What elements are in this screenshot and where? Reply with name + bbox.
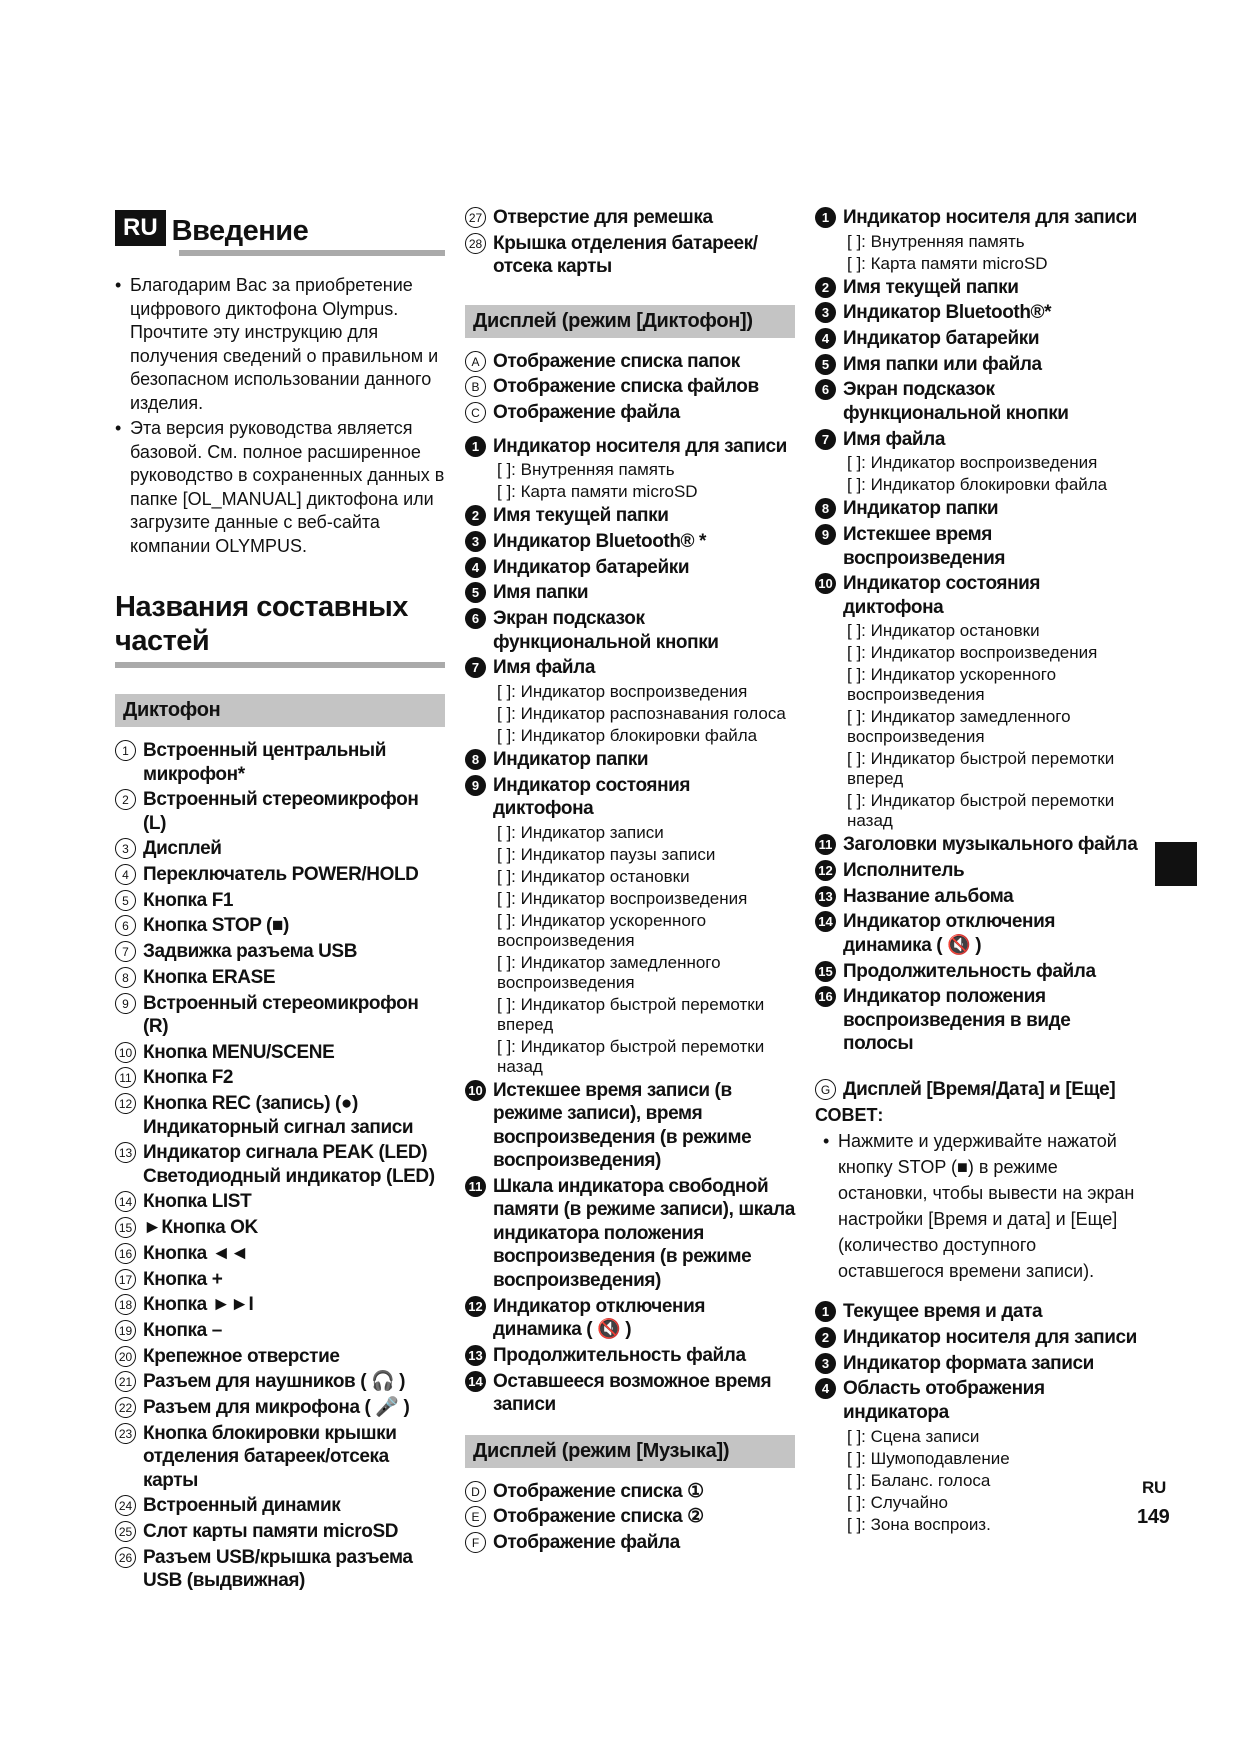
item-number-badge: B bbox=[465, 376, 486, 397]
item-label: Отображение файла bbox=[493, 1531, 680, 1553]
item-label: Индикатор отключения динамика ( 🔇 ) bbox=[843, 911, 1056, 956]
sub-item: [ ]: Карта памяти microSD bbox=[497, 482, 698, 502]
item-label: Кнопка F2 bbox=[143, 1067, 234, 1089]
list-item bbox=[815, 301, 1145, 325]
list-item bbox=[115, 966, 445, 990]
item-label: Кнопка – bbox=[143, 1319, 222, 1341]
item-label: Встроенный динамик bbox=[143, 1495, 341, 1517]
item-label: Истекшее время записи (в режиме записи), время воспроизведения (в режиме воспроизведения) bbox=[493, 1079, 752, 1172]
item-number-badge: 11 bbox=[465, 1176, 486, 1197]
item-number-badge: 7 bbox=[115, 941, 136, 962]
item-label: Текущее время и дата bbox=[843, 1301, 1043, 1323]
item-label: Кнопка + bbox=[143, 1268, 223, 1290]
list-item bbox=[115, 1293, 445, 1317]
list-item bbox=[465, 1370, 795, 1417]
list-item bbox=[815, 885, 1145, 909]
item-label: Индикатор папки bbox=[843, 498, 999, 520]
list-item bbox=[465, 1531, 795, 1555]
list-item bbox=[115, 1041, 445, 1065]
list-item bbox=[465, 435, 795, 459]
item-label: Имя файла bbox=[493, 657, 595, 679]
item-label: Дисплей [Время/Дата] и [Еще] bbox=[843, 1078, 1116, 1100]
datetime-view bbox=[815, 1078, 1145, 1102]
item-number-badge: 3 bbox=[815, 302, 836, 323]
item-number-badge: 9 bbox=[815, 524, 836, 545]
item-label: Кнопка блокировки крышки отделения батареек/отсека карты bbox=[143, 1422, 397, 1491]
item-label: Индикатор формата записи bbox=[843, 1352, 1094, 1374]
list-item bbox=[115, 739, 445, 786]
item-number-badge: 13 bbox=[815, 886, 836, 907]
list-item bbox=[115, 1422, 445, 1493]
sub-item: [ ]: Баланс. голоса bbox=[847, 1470, 991, 1490]
item-label: Кнопка ERASE bbox=[143, 966, 276, 988]
list-item bbox=[115, 940, 445, 964]
item-number-badge: 6 bbox=[115, 915, 136, 936]
item-number-badge: 3 bbox=[815, 1353, 836, 1374]
item-number-badge: 2 bbox=[815, 1327, 836, 1348]
sub-item: [ ]: Индикатор остановки bbox=[847, 621, 1040, 641]
item-label: Исполнитель bbox=[843, 860, 965, 882]
list-item bbox=[465, 1344, 795, 1368]
sub-item: [ ]: Индикатор воспроизведения bbox=[847, 643, 1098, 663]
recorder-views bbox=[465, 350, 795, 425]
item-label: Встроенный стереомикрофон (L) bbox=[143, 789, 419, 834]
music-items bbox=[815, 206, 1145, 1056]
list-item bbox=[465, 607, 795, 654]
item-number-badge: 1 bbox=[815, 207, 836, 228]
item-label: Имя текущей папки bbox=[493, 505, 669, 527]
item-label: Крышка отделения батареек/ отсека карты bbox=[493, 232, 758, 278]
parts-list-cont bbox=[465, 206, 795, 279]
list-item bbox=[115, 1190, 445, 1214]
item-number-badge: F bbox=[465, 1532, 486, 1553]
sub-item: [ ]: Индикатор блокировки файла bbox=[497, 725, 758, 745]
side-tab-marker bbox=[1155, 842, 1197, 886]
item-number-badge: 9 bbox=[465, 775, 486, 796]
list-item bbox=[465, 350, 795, 374]
item-number-badge: 4 bbox=[815, 328, 836, 349]
item-number-badge: 2 bbox=[815, 277, 836, 298]
item-label: Отверстие для ремешка bbox=[493, 207, 713, 228]
item-label: Индикатор состояния диктофона bbox=[843, 573, 1041, 618]
item-label: Дисплей bbox=[143, 838, 222, 860]
list-item bbox=[115, 1520, 445, 1544]
item-number-badge: 5 bbox=[815, 354, 836, 375]
item-number-badge: 12 bbox=[815, 860, 836, 881]
list-item bbox=[815, 910, 1145, 957]
item-label: Индикатор положения воспроизведения в виде полосы bbox=[843, 986, 1071, 1055]
list-item bbox=[465, 530, 795, 554]
list-item bbox=[815, 378, 1145, 425]
list-item bbox=[115, 1141, 445, 1188]
item-label: Отображение файла bbox=[493, 402, 680, 424]
item-number-badge: 14 bbox=[115, 1191, 136, 1212]
item-label: Кнопка LIST bbox=[143, 1191, 252, 1213]
list-item bbox=[815, 1326, 1145, 1350]
sub-item: [ ]: Карта памяти microSD bbox=[847, 253, 1048, 273]
sub-item: [ ]: Индикатор остановки bbox=[497, 866, 690, 886]
list-item bbox=[465, 581, 795, 605]
item-label: Продолжительность файла bbox=[493, 1344, 746, 1366]
list-item bbox=[115, 788, 445, 835]
sub-item: [ ]: Сцена записи bbox=[847, 1426, 980, 1446]
sub-item: [ ]: Индикатор паузы записи bbox=[497, 844, 716, 864]
item-label: Кнопка F1 bbox=[143, 889, 234, 911]
item-number-badge: 5 bbox=[465, 582, 486, 603]
language-badge: RU bbox=[115, 210, 166, 246]
list-item bbox=[465, 1079, 795, 1173]
item-label: Индикатор Bluetooth® * bbox=[493, 530, 707, 552]
item-number-badge: D bbox=[465, 1481, 486, 1502]
sub-item: [ ]: Индикатор воспроизведения bbox=[847, 453, 1098, 473]
item-label: Разъем USB/крышка разъема USB (выдвижная) bbox=[143, 1546, 413, 1592]
item-label: Шкала индикатора свободной памяти (в режиме записи), шкала индикатора положения воспроизведения (в режиме воспроизведения) bbox=[493, 1175, 795, 1291]
list-item bbox=[465, 748, 795, 772]
item-number-badge: 16 bbox=[815, 986, 836, 1007]
intro-bullet-2: • Эта версия руководства является базовой. См. полное расширенное руководство в сохраненных данных в папке [OL_MANUAL] диктофона или загрузите данные с веб-сайта компании OLYMPUS. bbox=[115, 417, 445, 558]
list-item bbox=[465, 774, 795, 821]
sub-item: [ ]: Индикатор ускоренного воспроизведения bbox=[847, 665, 1057, 705]
item-number-badge: 25 bbox=[115, 1521, 136, 1542]
item-number-badge: 1 bbox=[815, 1301, 836, 1322]
sub-item: [ ]: Случайно bbox=[847, 1492, 948, 1512]
item-label: Экран подсказок функциональной кнопки bbox=[493, 608, 719, 653]
item-label: Переключатель POWER/HOLD bbox=[143, 864, 419, 886]
title-rule bbox=[179, 250, 445, 256]
list-item bbox=[115, 837, 445, 861]
list-item bbox=[115, 1546, 445, 1593]
item-number-badge: 1 bbox=[465, 436, 486, 457]
intro-bullet-1: • Благодарим Вас за приобретение цифрового диктофона Olympus. Прочтите эту инструкцию для получения сведений о правильном и безопасном использовании данного изделия. bbox=[115, 274, 445, 415]
item-number-badge: 7 bbox=[815, 429, 836, 450]
parts-rule bbox=[115, 662, 445, 668]
tip-label: СОВЕТ: bbox=[815, 1105, 884, 1126]
sub-item: [ ]: Внутренняя память bbox=[847, 231, 1025, 251]
list-item bbox=[115, 1066, 445, 1090]
sub-item: [ ]: Индикатор замедленного воспроизведения bbox=[497, 952, 721, 992]
sub-item: [ ]: Зона воспроиз. bbox=[847, 1514, 991, 1534]
item-label: Кнопка REC (запись) (●) Индикаторный сигнал записи bbox=[143, 1093, 414, 1138]
item-number-badge: 7 bbox=[465, 657, 486, 678]
list-item bbox=[815, 859, 1145, 883]
sub-item: [ ]: Индикатор распознавания голоса bbox=[497, 703, 786, 723]
item-number-badge: 23 bbox=[115, 1423, 136, 1444]
item-label: Название альбома bbox=[843, 885, 1014, 907]
item-number-badge: 11 bbox=[115, 1067, 136, 1088]
item-number-badge: 24 bbox=[115, 1495, 136, 1516]
item-number-badge: 15 bbox=[815, 961, 836, 982]
sub-item: [ ]: Индикатор воспроизведения bbox=[497, 681, 748, 701]
item-number-badge: 3 bbox=[465, 531, 486, 552]
sub-item: [ ]: Индикатор замедленного воспроизведения bbox=[847, 707, 1071, 747]
list-item bbox=[465, 656, 795, 680]
item-number-badge: C bbox=[465, 402, 486, 423]
sub-item: [ ]: Индикатор записи bbox=[497, 822, 664, 842]
item-label: Истекшее время воспроизведения bbox=[843, 524, 1006, 569]
item-number-badge: 12 bbox=[115, 1093, 136, 1114]
item-label: Задвижка разъема USB bbox=[143, 941, 358, 963]
item-label: Имя файла bbox=[843, 428, 945, 450]
item-number-badge: 14 bbox=[815, 911, 836, 932]
item-number-badge: 21 bbox=[115, 1371, 136, 1392]
recorder-items bbox=[465, 435, 795, 1417]
item-number-badge: 27 bbox=[465, 207, 486, 228]
list-item bbox=[115, 1216, 445, 1240]
list-item bbox=[465, 556, 795, 580]
list-item bbox=[115, 1268, 445, 1292]
item-number-badge: 12 bbox=[465, 1296, 486, 1317]
item-label: Кнопка ◄◄ bbox=[143, 1242, 249, 1264]
list-item bbox=[115, 1345, 445, 1369]
item-number-badge: 13 bbox=[465, 1345, 486, 1366]
item-number-badge: 14 bbox=[465, 1371, 486, 1392]
page-number: 149 bbox=[1137, 1506, 1170, 1528]
list-item bbox=[815, 327, 1145, 351]
section-dictaphone: Диктофон bbox=[115, 694, 445, 727]
item-label: Индикатор состояния диктофона bbox=[493, 774, 691, 820]
item-number-badge: 4 bbox=[815, 1378, 836, 1399]
list-item bbox=[115, 1370, 445, 1394]
item-number-badge: 16 bbox=[115, 1243, 136, 1264]
sub-item: [ ]: Индикатор быстрой перемотки назад bbox=[497, 1036, 765, 1076]
list-item bbox=[115, 1242, 445, 1266]
item-label: Отображение списка файлов bbox=[493, 376, 759, 398]
item-label: ►Кнопка OK bbox=[143, 1217, 258, 1239]
item-number-badge: 2 bbox=[115, 789, 136, 810]
footer-lang: RU bbox=[1142, 1478, 1166, 1497]
item-label: Индикатор батарейки bbox=[493, 556, 690, 578]
section-display-recorder: Дисплей (режим [Диктофон]) bbox=[465, 305, 795, 338]
item-number-badge: 10 bbox=[815, 573, 836, 594]
list-item bbox=[815, 1300, 1145, 1324]
music-views bbox=[465, 1480, 795, 1555]
list-item bbox=[115, 1092, 445, 1139]
item-label: Разъем для микрофона ( 🎤 ) bbox=[143, 1396, 410, 1418]
list-item bbox=[815, 833, 1145, 857]
item-label: Имя текущей папки bbox=[843, 276, 1019, 298]
list-item bbox=[115, 1494, 445, 1518]
item-label: Имя папки bbox=[493, 582, 589, 604]
item-number-badge: 15 bbox=[115, 1217, 136, 1238]
item-label: Продолжительность файла bbox=[843, 960, 1096, 982]
item-label: Разъем для наушников ( 🎧 ) bbox=[143, 1371, 406, 1393]
item-number-badge: 22 bbox=[115, 1397, 136, 1418]
item-number-badge: 13 bbox=[115, 1142, 136, 1163]
section-display-music: Дисплей (режим [Музыка]) bbox=[465, 1435, 795, 1468]
item-label: Индикатор Bluetooth®* bbox=[843, 302, 1052, 324]
datetime-items bbox=[815, 1300, 1145, 1534]
list-item bbox=[815, 428, 1145, 452]
item-number-badge: 26 bbox=[115, 1547, 136, 1568]
item-label: Встроенный центральный микрофон* bbox=[143, 740, 387, 785]
item-label: Кнопка MENU/SCENE bbox=[143, 1041, 335, 1063]
list-item bbox=[465, 504, 795, 528]
item-number-badge: E bbox=[465, 1506, 486, 1527]
item-number-badge: 19 bbox=[115, 1320, 136, 1341]
item-label: Оставшееся возможное время записи bbox=[493, 1370, 772, 1415]
intro-header bbox=[115, 210, 445, 246]
list-item bbox=[815, 1078, 1145, 1102]
item-number-badge: 11 bbox=[815, 834, 836, 855]
item-label: Отображение списка ① bbox=[493, 1480, 704, 1502]
parts-list bbox=[115, 739, 445, 1593]
list-item bbox=[115, 863, 445, 887]
list-item bbox=[115, 1396, 445, 1420]
sub-item: [ ]: Индикатор ускоренного воспроизведения bbox=[497, 910, 707, 950]
item-number-badge: 28 bbox=[465, 233, 486, 254]
sub-item: [ ]: Индикатор быстрой перемотки вперед bbox=[847, 749, 1115, 789]
intro-bullets bbox=[115, 274, 445, 558]
item-label: Индикатор носителя для записи bbox=[493, 435, 787, 457]
list-item bbox=[815, 1377, 1145, 1424]
item-label: Заголовки музыкального файла bbox=[843, 834, 1138, 856]
item-label: Слот карты памяти microSD bbox=[143, 1521, 399, 1542]
column-1 bbox=[115, 210, 445, 1595]
item-label: Индикатор носителя для записи bbox=[843, 1327, 1137, 1348]
list-item bbox=[465, 401, 795, 425]
item-number-badge: 2 bbox=[465, 505, 486, 526]
list-item bbox=[815, 276, 1145, 300]
list-item bbox=[815, 353, 1145, 377]
sub-item: [ ]: Индикатор быстрой перемотки назад bbox=[847, 791, 1115, 831]
item-number-badge: 8 bbox=[465, 749, 486, 770]
item-label: Имя папки или файла bbox=[843, 353, 1042, 375]
item-number-badge: A bbox=[465, 351, 486, 372]
item-label: Индикатор отключения динамика ( 🔇 ) bbox=[493, 1295, 706, 1341]
item-label: Отображение списка ② bbox=[493, 1506, 704, 1528]
item-label: Область отображения индикатора bbox=[843, 1378, 1045, 1423]
item-number-badge: 9 bbox=[115, 993, 136, 1014]
item-number-badge: 17 bbox=[115, 1269, 136, 1290]
item-number-badge: 8 bbox=[815, 498, 836, 519]
item-number-badge: 6 bbox=[815, 379, 836, 400]
list-item bbox=[115, 992, 445, 1039]
list-item bbox=[465, 1175, 795, 1293]
list-item bbox=[815, 985, 1145, 1056]
list-item bbox=[465, 232, 795, 279]
item-label: Крепежное отверстие bbox=[143, 1345, 340, 1367]
list-item bbox=[465, 1505, 795, 1529]
item-number-badge: 3 bbox=[115, 838, 136, 859]
item-number-badge: G bbox=[815, 1079, 836, 1100]
item-number-badge: 1 bbox=[115, 740, 136, 761]
list-item bbox=[815, 206, 1145, 230]
item-number-badge: 10 bbox=[465, 1080, 486, 1101]
list-item bbox=[115, 889, 445, 913]
item-number-badge: 5 bbox=[115, 890, 136, 911]
item-number-badge: 20 bbox=[115, 1346, 136, 1367]
list-item bbox=[465, 1480, 795, 1504]
list-item bbox=[815, 523, 1145, 570]
sub-item: [ ]: Внутренняя память bbox=[497, 460, 675, 480]
list-item bbox=[815, 960, 1145, 984]
list-item bbox=[815, 1352, 1145, 1376]
item-number-badge: 18 bbox=[115, 1294, 136, 1315]
item-label: Встроенный стереомикрофон (R) bbox=[143, 992, 419, 1037]
item-number-badge: 6 bbox=[465, 608, 486, 629]
item-label: Отображение списка папок bbox=[493, 350, 740, 372]
item-number-badge: 4 bbox=[465, 557, 486, 578]
item-label: Индикатор носителя для записи bbox=[843, 207, 1137, 228]
list-item bbox=[815, 572, 1145, 619]
item-label: Индикатор батарейки bbox=[843, 328, 1040, 350]
list-item bbox=[465, 375, 795, 399]
list-item bbox=[465, 206, 795, 230]
item-number-badge: 10 bbox=[115, 1042, 136, 1063]
item-number-badge: 8 bbox=[115, 967, 136, 988]
item-label: Кнопка ►►I bbox=[143, 1294, 254, 1316]
tip-text: • Нажмите и удерживайте нажатой кнопку STOP (■) в режиме остановки, чтобы вывести на экран настройки [Время и дата] и [Еще] (количество доступного оставшегося времени записи). bbox=[823, 1128, 1145, 1284]
item-label: Экран подсказок функциональной кнопки bbox=[843, 379, 1069, 424]
column-2 bbox=[465, 207, 795, 1557]
list-item bbox=[815, 497, 1145, 521]
list-item bbox=[465, 1295, 795, 1342]
column-3 bbox=[815, 207, 1145, 1537]
item-label: Индикатор папки bbox=[493, 748, 649, 770]
sub-item: [ ]: Индикатор воспроизведения bbox=[497, 888, 748, 908]
list-item bbox=[115, 1319, 445, 1343]
sub-item: [ ]: Индикатор блокировки файла bbox=[847, 475, 1108, 495]
sub-item: [ ]: Шумоподавление bbox=[847, 1448, 1010, 1468]
item-number-badge: 4 bbox=[115, 864, 136, 885]
sub-item: [ ]: Индикатор быстрой перемотки вперед bbox=[497, 994, 765, 1034]
item-label: Индикатор сигнала PEAK (LED) Светодиодный индикатор (LED) bbox=[143, 1142, 435, 1187]
parts-heading: Названия составных частей bbox=[115, 591, 408, 657]
page-title: Введение bbox=[171, 215, 309, 247]
list-item bbox=[115, 914, 445, 938]
item-label: Кнопка STOP (■) bbox=[143, 915, 289, 937]
